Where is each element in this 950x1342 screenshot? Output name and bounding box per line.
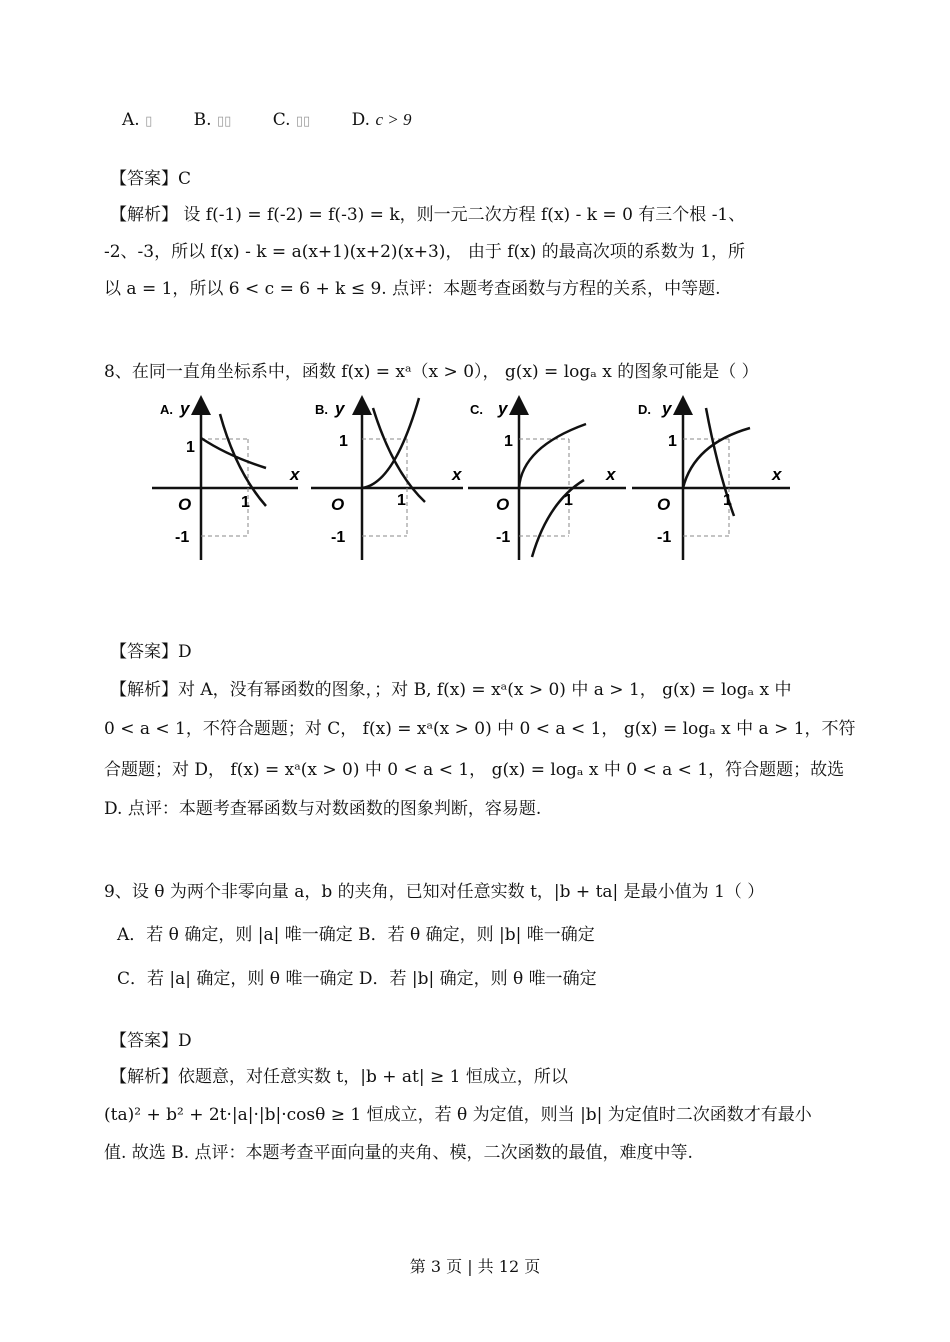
graph-b-one: 1 (339, 433, 348, 450)
q8-graphs-svg (148, 392, 798, 567)
graph-c-origin: O (496, 495, 510, 514)
q7-options (122, 108, 448, 134)
graph-b-x-label: x (452, 465, 462, 484)
graph-d-one: 1 (668, 433, 677, 450)
graph-a-x-one: 1 (241, 494, 250, 511)
graph-d-neg-one: -1 (657, 529, 672, 546)
q9-options-line-2: C．若 |a| 确定，则 θ 唯一确定 D．若 |b| 确定，则 θ 唯一确定 (117, 969, 597, 989)
graph-b-origin: O (331, 495, 345, 514)
q9-analysis-line-2: (ta)² + b² + 2t·|a|·|b|·cosθ ≥ 1 恒成立，若 θ 为定值，则当 |b| 为定值时二次函数才有最小 (104, 1105, 812, 1125)
q9-stem: 9、设 θ 为两个非零向量 a，b 的夹角，已知对任意实数 t，|b + ta| 是最小值为 1（ ） (104, 882, 765, 902)
graph-b-power-curve (362, 398, 419, 488)
graph-b-y-label: y (335, 399, 345, 418)
graph-b (311, 398, 463, 560)
page-footer: 第 3 页 | 共 12 页 (409, 1257, 541, 1276)
q8-stem: 8、在同一直角坐标系中，函数 f(x) = xᵃ（x > 0）， g(x) = logₐ x 的图象可能是（ ） (104, 362, 759, 382)
graph-d-origin: O (657, 495, 671, 514)
graph-c-one: 1 (504, 433, 513, 450)
q7-option-a: A. (122, 110, 140, 130)
q8-analysis-line-2: 0 < a < 1，不符合题题；对 C， f(x) = xᵃ(x > 0) 中 0 < a < 1， g(x) = logₐ x 中 a > 1，不符 (104, 719, 856, 739)
graph-c-log-curve (532, 480, 584, 557)
q8-analysis-line-3: 合题题；对 D， f(x) = xᵃ(x > 0) 中 0 < a < 1， g(x) = logₐ x 中 0 < a < 1，符合题题；故选 (104, 760, 845, 780)
graph-d (632, 399, 790, 560)
q7-analysis-line-1: 【解析】 设 f(-1) = f(-2) = f(-3) = k，则一元二次方程 f(x) - k = 0 有三个根 -1、 (110, 205, 746, 225)
q7-option-b: B. (193, 110, 212, 130)
q8-answer: 【答案】D (110, 642, 192, 662)
q9-answer: 【答案】D (110, 1031, 192, 1051)
q9-options-line-1: A．若 θ 确定，则 |a| 唯一确定 B．若 θ 确定，则 |b| 唯一确定 (117, 925, 595, 945)
graph-a-neg-one: -1 (175, 529, 190, 546)
graph-a-x-label: x (290, 465, 300, 484)
graph-a-one: 1 (186, 439, 195, 456)
graph-a-origin: O (178, 495, 192, 514)
q7-option-a-image: ▯ (145, 114, 153, 129)
q9-analysis-line-1: 【解析】依题意，对任意实数 t，|b + at| ≥ 1 恒成立，所以 (110, 1067, 568, 1087)
graph-d-x-label: x (772, 465, 782, 484)
graph-c (468, 399, 626, 560)
graph-d-x-one: 1 (723, 492, 732, 509)
graph-c-x-one: 1 (564, 492, 573, 509)
q7-answer: 【答案】C (110, 169, 192, 189)
graph-d-y-label: y (662, 399, 672, 418)
graph-a (152, 399, 301, 560)
q7-option-c-image: ▯▯ (295, 114, 311, 129)
graph-a-label: A. (160, 402, 173, 417)
q7-option-b-image: ▯▯ (216, 114, 232, 129)
q8-analysis-line-1: 【解析】对 A，没有幂函数的图象，；对 B, f(x) = xᵃ(x > 0) 中 a > 1， g(x) = logₐ x 中 (110, 680, 792, 700)
graph-a-y-label: y (180, 399, 190, 418)
q7-option-c: C. (272, 110, 291, 130)
q7-option-d-expr: c > 9 (375, 110, 412, 129)
graph-c-y-label: y (498, 399, 508, 418)
graph-c-neg-one: -1 (496, 529, 511, 546)
graph-c-power-curve (519, 424, 586, 488)
q8-analysis-line-4: D. 点评：本题考查幂函数与对数函数的图象判断，容易题. (104, 799, 542, 819)
graph-c-label: C. (470, 402, 483, 417)
graph-b-x-one: 1 (397, 492, 406, 509)
graph-b-neg-one: -1 (331, 529, 346, 546)
q8-graphs (148, 392, 798, 571)
graph-b-label: B. (315, 402, 328, 417)
q9-analysis-line-3: 值. 故选 B. 点评：本题考查平面向量的夹角、模，二次函数的最值，难度中等. (104, 1143, 693, 1163)
q7-analysis-line-2: -2、-3，所以 f(x) - k = a(x+1)(x+2)(x+3)， 由于 f(x) 的最高次项的系数为 1，所 (104, 242, 746, 262)
graph-d-label: D. (638, 402, 651, 417)
q7-option-d: D. (351, 110, 371, 130)
graph-c-x-label: x (606, 465, 616, 484)
q7-analysis-line-3: 以 a = 1，所以 6 < c = 6 + k ≤ 9. 点评：本题考查函数与方程的关系，中等题. (104, 279, 721, 299)
